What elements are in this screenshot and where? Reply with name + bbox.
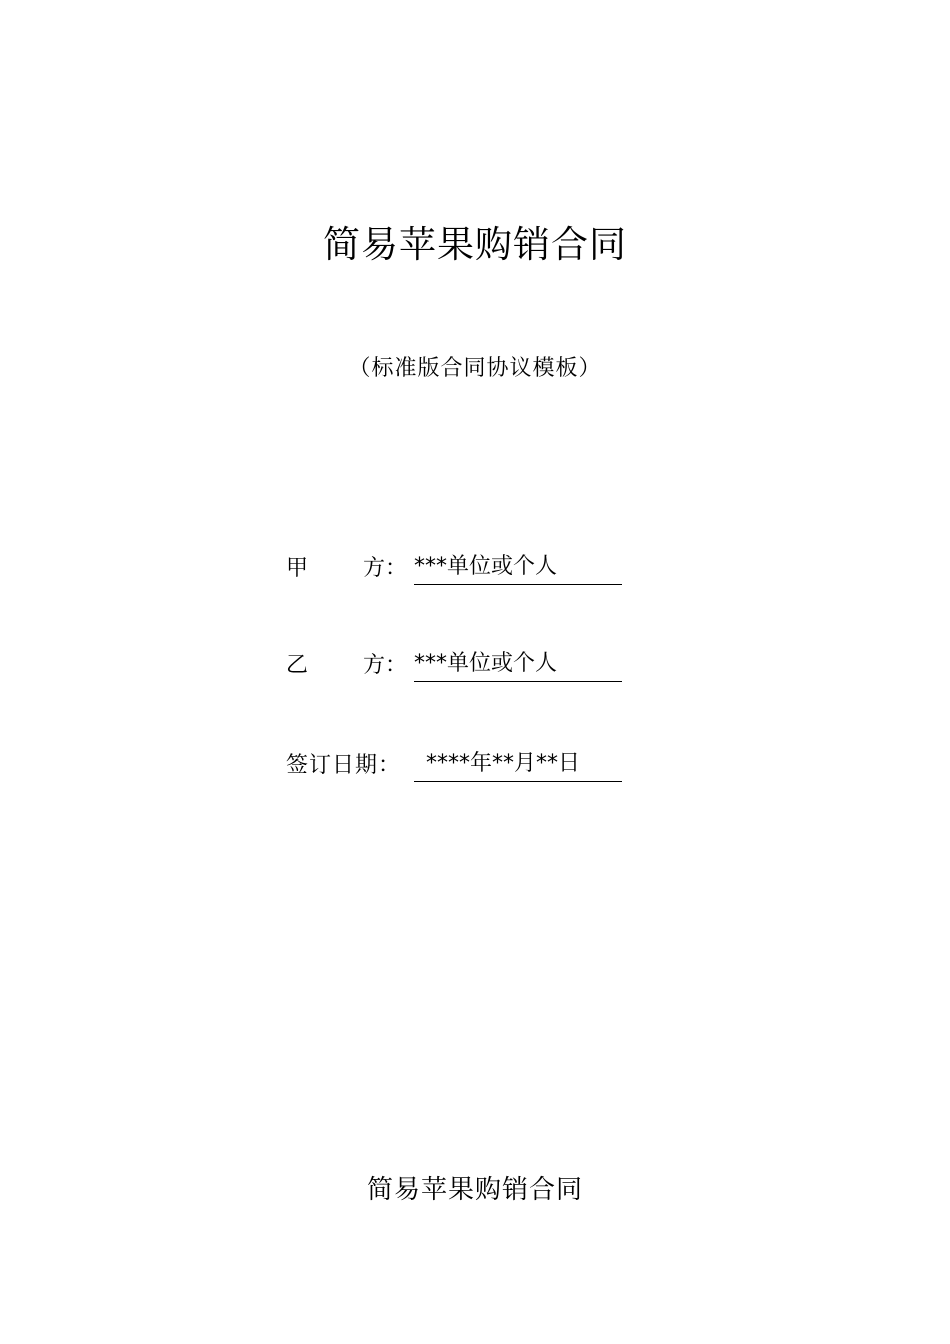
sign-date-value: ****年**月**日: [426, 751, 581, 776]
party-b-label: [286, 650, 414, 682]
sign-date-label: 签订日期：: [286, 753, 402, 778]
party-a-label: [286, 553, 414, 585]
party-b-value: ***单位或个人: [414, 651, 558, 676]
party-a-value: ***单位或个人: [414, 554, 558, 579]
party-b-value-field: [414, 650, 622, 682]
party-a-label-suffix: 方：: [363, 556, 408, 581]
sign-date-value-field: [414, 750, 622, 782]
footer-title: 简易苹果购销合同: [366, 1175, 583, 1205]
document-title: 简易苹果购销合同: [323, 223, 627, 266]
document-subtitle: （标准版合同协议模板）: [348, 356, 602, 381]
party-b-label-suffix: 方：: [363, 653, 408, 678]
party-a-value-field: [414, 553, 622, 585]
party-a-label-char: 甲: [286, 556, 309, 581]
party-b-label-char: 乙: [286, 653, 309, 678]
